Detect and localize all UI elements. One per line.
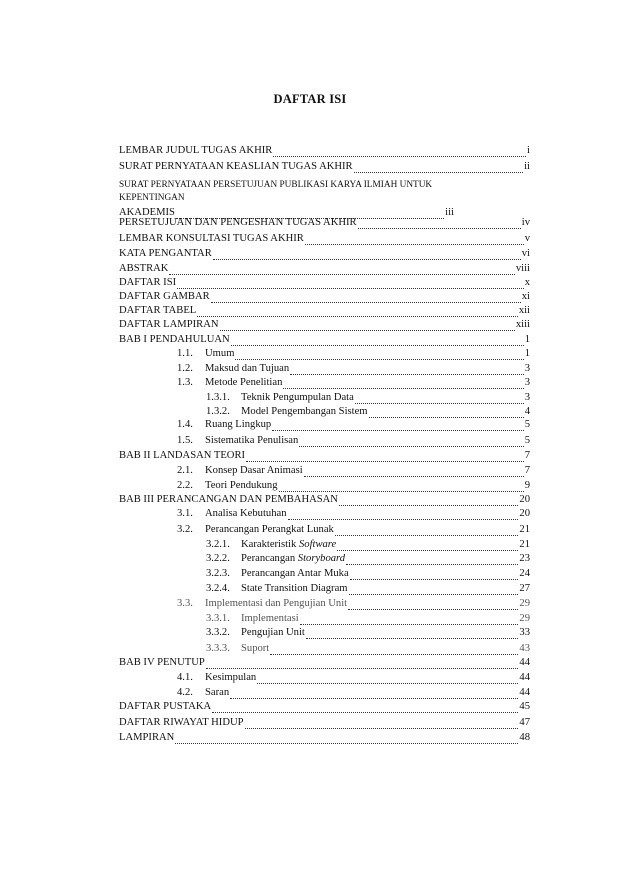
toc-leader-dots [299,437,523,447]
toc-entry-page: 47 [519,717,530,728]
toc-leader-dots [175,734,518,744]
toc-entry-number: 1.3. [177,377,193,388]
toc-entry-label: KATA PENGANTAR [119,248,212,259]
toc-entry-label: BAB III PERANCANGAN DAN PEMBAHASAN [119,494,338,505]
toc-subentry[interactable] [177,671,530,684]
toc-subentry[interactable] [206,642,530,655]
toc-subentry[interactable] [206,538,530,551]
toc-entry-label-italic: Storyboard [297,553,346,564]
toc-subentry[interactable] [206,626,530,639]
toc-entry-number: 3.2.3. [206,568,230,579]
toc-leader-dots [306,629,519,639]
toc-entry-number: 3.2.1. [206,539,230,550]
toc-entry-label: Implementasi dan Pengujian Unit [205,598,348,609]
toc-entry-page: xiii [515,319,530,330]
toc-leader-dots [337,541,518,551]
toc-leader-dots [220,321,515,331]
toc-entry[interactable] [119,160,530,173]
toc-entry-label: LEMBAR JUDUL TUGAS AKHIR [119,145,273,156]
toc-entry-label: BAB II LANDASAN TEORI [119,450,246,461]
toc-entry-page: 5 [524,419,530,430]
toc-entry-label: Perancangan Perangkat Lunak [205,524,334,535]
toc-entry-page: 23 [519,553,530,564]
toc-subentry[interactable] [177,418,530,431]
toc-entry-label: Analisa Kebutuhan [205,508,287,519]
toc-entry-label: DAFTAR GAMBAR [119,291,210,302]
toc-leader-dots [245,719,519,729]
toc-leader-dots [335,526,519,536]
toc-entry-label: Perancangan Storyboard [241,553,346,564]
toc-subentry[interactable] [177,597,530,610]
toc-entry-label: Metode Penelitian [205,377,283,388]
toc-entry-page: 21 [519,539,530,550]
toc-entry[interactable] [119,333,530,346]
toc-entry-label: LEMBAR KONSULTASI TUGAS AKHIR [119,233,304,244]
toc-leader-dots [270,645,518,655]
toc-entry[interactable] [119,493,530,506]
toc-entry[interactable] [119,318,530,331]
toc-leader-dots [355,394,524,404]
toc-leader-dots [213,250,521,260]
toc-subentry[interactable] [177,434,530,447]
toc-entry-number: 1.4. [177,419,193,430]
toc-leader-dots [257,674,518,684]
toc-leader-dots [230,689,518,699]
toc-leader-dots [283,379,523,389]
toc-entry-page: iii [445,207,454,218]
toc-entry-page: v [524,233,530,244]
toc-entry[interactable] [119,216,530,229]
toc-entry-page: iv [521,217,530,228]
toc-entry-label: DAFTAR PUSTAKA [119,701,212,712]
toc-entry-label: LAMPIRAN [119,732,175,743]
toc-entry-page: 27 [519,583,530,594]
toc-leader-dots [350,570,519,580]
toc-entry-line: SURAT PERNYATAAN PERSETUJUAN PUBLIKASI KARYA ILMIAH UNTUK [119,180,433,190]
toc-entry-number: 3.2.2. [206,553,230,564]
toc-entry-label: DAFTAR RIWAYAT HIDUP [119,717,244,728]
toc-entry[interactable] [119,700,530,713]
toc-entry-page: 7 [524,465,530,476]
toc-leader-dots [235,350,523,360]
toc-entry-page: 45 [519,701,530,712]
toc-subentry[interactable] [177,523,530,536]
toc-entry-label: Karakteristik Software [241,539,337,550]
toc-subentry[interactable] [206,405,530,418]
toc-entry-label: Teori Pendukung [205,480,278,491]
toc-leader-dots [358,219,521,229]
toc-entry-label: Konsep Dasar Animasi [205,465,303,476]
toc-entry-number: 1.3.2. [206,406,230,417]
toc-leader-dots [177,279,524,289]
toc-subentry[interactable] [206,612,530,625]
toc-entry-number: 3.3.2. [206,627,230,638]
toc-entry-page: 4 [524,406,530,417]
toc-entry-label: DAFTAR TABEL [119,305,197,316]
toc-entry-page: 48 [519,732,530,743]
toc-entry-page: 7 [524,450,530,461]
toc-entry[interactable] [119,716,530,729]
toc-entry-label: BAB IV PENUTUP [119,657,205,668]
toc-entry-number: 1.3.1. [206,392,230,403]
toc-leader-dots [304,467,524,477]
toc-entry-page: 24 [519,568,530,579]
toc-entry-number: 1.1. [177,348,193,359]
toc-entry-page: 29 [519,598,530,609]
toc-entry-number: 4.2. [177,687,193,698]
toc-leader-dots [300,615,519,625]
toc-entry[interactable] [119,731,530,744]
toc-leader-dots [290,365,524,375]
toc-entry-label: Pengujian Unit [241,627,305,638]
toc-entry[interactable] [119,304,530,317]
toc-entry-label: Umum [205,348,235,359]
toc-entry-number: 2.2. [177,480,193,491]
toc-subentry[interactable] [206,552,530,565]
toc-subentry[interactable] [177,686,530,699]
toc-entry-line: KEPENTINGAN [119,193,185,203]
toc-leader-dots [348,600,518,610]
toc-entry-number: 1.2. [177,363,193,374]
toc-entry[interactable] [119,144,530,157]
toc-entry-label: ABSTRAK [119,263,169,274]
toc-leader-dots [272,421,523,431]
toc-entry-page: 3 [524,363,530,374]
toc-entry-page: vi [521,248,530,259]
toc-subentry[interactable] [177,507,530,520]
page-title: DAFTAR ISI [273,92,347,106]
toc-entry-page: 9 [524,480,530,491]
toc-entry-page: 5 [524,435,530,446]
toc-leader-dots [197,307,518,317]
toc-entry-page: viii [515,263,530,274]
toc-entry-label: Maksud dan Tujuan [205,363,290,374]
toc-entry-number: 4.1. [177,672,193,683]
toc-subentry[interactable] [177,362,530,375]
toc-entry-label: Teknik Pengumpulan Data [241,392,354,403]
toc-subentry[interactable] [206,391,530,404]
toc-entry[interactable] [119,656,530,669]
toc-leader-dots [206,659,519,669]
toc-entry-label: Sistematika Penulisan [205,435,299,446]
toc-entry-page: 3 [524,377,530,388]
toc-leader-dots [273,147,526,157]
toc-leader-dots [339,496,518,506]
toc-entry-page: 3 [524,392,530,403]
toc-subentry[interactable] [206,582,530,595]
toc-entry-number: 3.2.4. [206,583,230,594]
toc-entry[interactable] [119,247,530,260]
toc-leader-dots [369,408,524,418]
toc-leader-dots [279,482,524,492]
toc-entry-number: 3.3. [177,598,193,609]
toc-entry-number: 1.5. [177,435,193,446]
toc-entry[interactable] [119,449,530,462]
toc-entry[interactable] [119,276,530,289]
toc-leader-dots [349,585,519,595]
toc-subentry[interactable] [177,376,530,389]
toc-entry-label: State Transition Diagram [241,583,348,594]
toc-entry-page: xii [518,305,530,316]
toc-entry-label: Saran [205,687,230,698]
toc-entry-page: 1 [524,348,530,359]
toc-entry-page: 20 [519,494,530,505]
toc-entry-page: 44 [519,687,530,698]
toc-subentry[interactable] [177,464,530,477]
toc-entry-page: x [524,277,530,288]
toc-entry-number: 3.1. [177,508,193,519]
toc-entry-label: Suport [241,643,270,654]
toc-leader-dots [169,265,514,275]
toc-entry-label-italic: Software [298,539,337,550]
toc-subentry[interactable] [177,479,530,492]
toc-entry-number: 3.2. [177,524,193,535]
toc-entry-page: 44 [519,657,530,668]
toc-entry-label: DAFTAR ISI [119,277,177,288]
toc-entry-page: 33 [519,627,530,638]
toc-entry-number: 3.3.1. [206,613,230,624]
toc-entry-page: 1 [524,334,530,345]
toc-entry-page: 29 [519,613,530,624]
toc-leader-dots [305,235,524,245]
toc-entry-label: AKADEMIS [119,207,175,218]
toc-leader-dots [246,452,524,462]
toc-entry-number: 2.1. [177,465,193,476]
toc-entry-page: ii [524,161,530,172]
toc-leader-dots [211,293,521,303]
toc-subentry[interactable] [177,347,530,360]
toc-entry[interactable] [119,232,530,245]
toc-entry-page: 44 [519,672,530,683]
toc-entry-label: DAFTAR LAMPIRAN [119,319,219,330]
toc-entry-page: 21 [519,524,530,535]
toc-entry-label: Model Pengembangan Sistem [241,406,368,417]
toc-entry[interactable] [119,290,530,303]
toc-leader-dots [231,336,524,346]
toc-entry-number: 3.3.3. [206,643,230,654]
toc-entry-label: SURAT PERNYATAAN KEASLIAN TUGAS AKHIR [119,161,353,172]
toc-entry-label: Ruang Lingkup [205,419,272,430]
toc-entry-page: i [527,145,530,156]
toc-subentry[interactable] [206,567,530,580]
toc-entry-label: Kesimpulan [205,672,257,683]
toc-entry-label: BAB I PENDAHULUAN [119,334,230,345]
toc-leader-dots [354,163,524,173]
toc-entry-page: 20 [519,508,530,519]
toc-leader-dots [212,703,518,713]
toc-entry-label: PERSETUJUAN DAN PENGESHAN TUGAS AKHIR [119,217,357,228]
toc-entry-page: 43 [519,643,530,654]
toc-entry[interactable] [119,262,530,275]
toc-entry-page: xi [521,291,530,302]
toc-leader-dots [288,510,519,520]
toc-entry-label: Perancangan Antar Muka [241,568,349,579]
toc-leader-dots [346,555,518,565]
toc-entry-label: Implementasi [241,613,299,624]
